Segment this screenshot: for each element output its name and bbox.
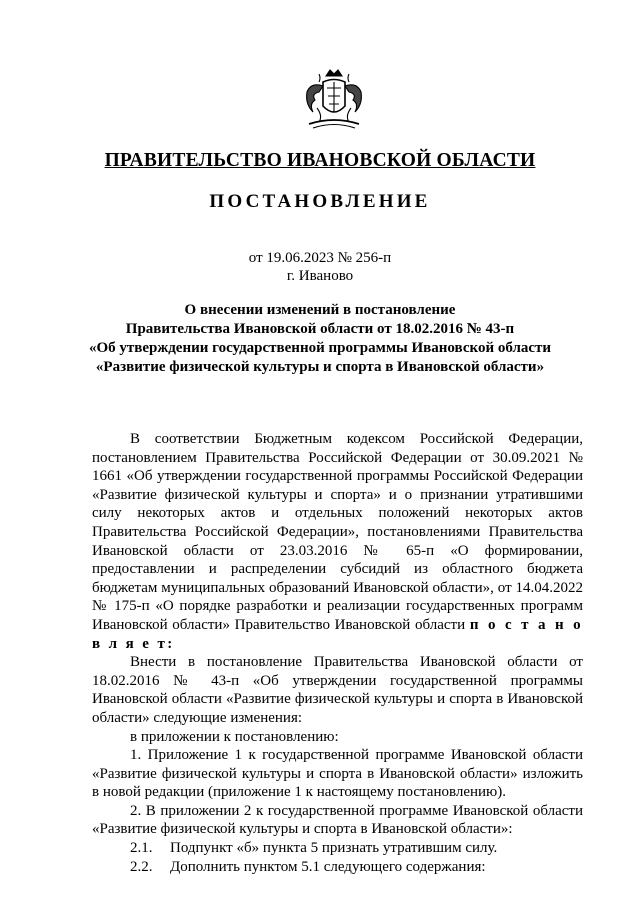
decree-word: п о с т а н о в л я е т: bbox=[92, 616, 583, 652]
list-item bbox=[92, 839, 583, 858]
subject-line: О внесении изменений в постановление bbox=[184, 302, 456, 318]
item-number: 2.1. bbox=[130, 840, 153, 857]
paragraph: Внести в постановление Правительства Ивановской области от 18.02.2016 № 43-п «Об утверждении государственной программы Ивановской области «Развитие физической культуры и спорта в Ивановской области» следующие изменения: bbox=[92, 654, 583, 726]
item-text: Дополнить пунктом 5.1 следующего содержания: bbox=[170, 858, 486, 875]
coat-of-arms-emblem bbox=[299, 66, 369, 132]
subject-line: «Об утверждении государственной программы Ивановской области bbox=[88, 340, 552, 356]
resolution-subject bbox=[82, 301, 558, 377]
subject-line: «Развитие физической культуры и спорта в Ивановской области» bbox=[95, 359, 545, 375]
paragraph bbox=[92, 430, 583, 653]
organization-title: ПРАВИТЕЛЬСТВО ИВАНОВСКОЙ ОБЛАСТИ bbox=[104, 150, 536, 171]
city: г. Иваново bbox=[286, 268, 354, 284]
date-number: от 19.06.2023 № 256-п bbox=[248, 250, 392, 266]
list-item bbox=[92, 858, 583, 877]
paragraph: в приложении к постановлению: bbox=[130, 728, 339, 745]
paragraph: 1. Приложение 1 к государственной программе Ивановской области «Развитие физической культуры и спорта в Ивановской области» изложить в новой редакции (приложение 1 к настоящему постановлению). bbox=[92, 747, 583, 801]
document-type: ПОСТАНОВЛЕНИЕ bbox=[209, 191, 431, 212]
paragraph: 2. В приложении 2 к государственной программе Ивановской области «Развитие физической культуры и спорта в Ивановской области»: bbox=[92, 802, 583, 838]
subject-line: Правительства Ивановской области от 18.02.2016 № 43-п bbox=[125, 321, 515, 337]
item-number: 2.2. bbox=[130, 858, 153, 875]
item-text: Подпункт «б» пункта 5 признать утратившим силу. bbox=[170, 840, 498, 857]
document-body bbox=[92, 430, 583, 876]
paragraph-text: В соответствии Бюджетным кодексом Российской Федерации, постановлением Правительства Российской Федерации от 30.09.2021 № 1661 «Об утверждении государственной программы Российской Федерации «Развитие физической культуры и спорта» и о признании утратившими силу некоторых актов и отдельных положений некоторых актов Правительства Российской Федерации», постановлениями Правительства Ивановской области от 23.03.2016 № 65-п «О формировании, предоставлении и распределении субсидий из областного бюджета бюджетам муниципальных образований Ивановской области», от 14.04.2022 № 175-п «О порядке разработки и реализации государственных программ Ивановской области» Правительство Ивановской области bbox=[92, 431, 583, 633]
